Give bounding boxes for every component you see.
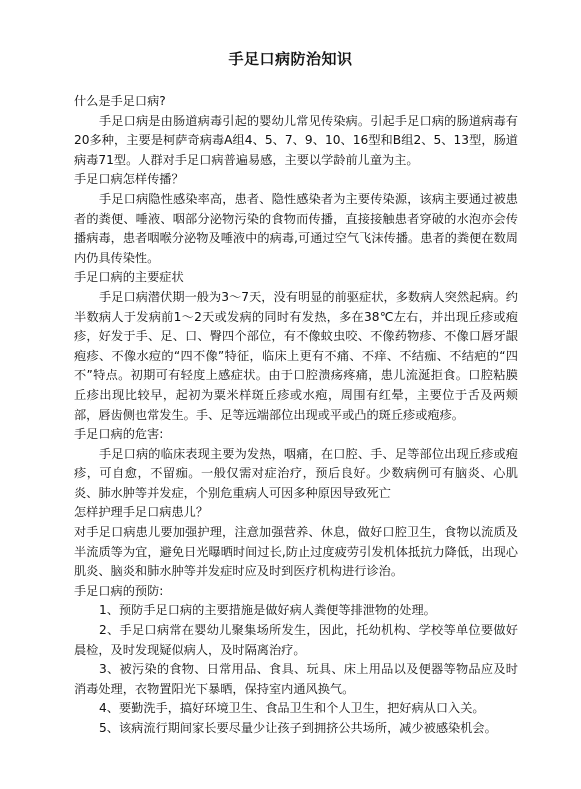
paragraph-symptoms: 手足口病潜伏期一般为3～7天，没有明显的前驱症状，多数病人突然起病。约半数病人于发病前1～2天或发病的同时有发热，多在38℃左右，并出现丘疹或疱疹，好发于手、足、口、臀四个部位，有不像蚊虫咬、不像药物疹、不像口唇牙龈疱疹、不像水痘的“四不像”特征，临床上更有不痛、不痒、不结痂、不结疤的“四不”特点。初期可有轻度上感症状。由于口腔溃疡疼痛，患儿流涎拒食。口腔粘膜丘疹出现比较早，起初为粟米样斑丘疹或水疱，周围有红晕，主要位于舌及两颊部，唇齿侧也常发生。手、足等远端部位出现或平或凸的斑丘疹或疱疹。 bbox=[74, 289, 518, 422]
section-heading-symptoms: 手足口病的主要症状 bbox=[74, 270, 184, 285]
paragraph-care: 对手足口病患儿要加强护理，注意加强营养、休息，做好口腔卫生，食物以流质及半流质等为宜，避免日光曝晒时间过长,防止过度疲劳引发机体抵抗力降低，出现心肌炎、脑炎和肺水肿等并发症时应及时到医疗机构进行诊治。 bbox=[74, 525, 518, 579]
document-body bbox=[74, 92, 518, 739]
prevention-item-2: 2、手足口病常在婴幼儿聚集场所发生，因此，托幼机构、学校等单位要做好晨检，及时发现疑似病人，及时隔离治疗。 bbox=[74, 623, 518, 657]
prevention-item-1: 1、预防手足口病的主要措施是做好病人粪便等排泄物的处理。 bbox=[99, 603, 436, 618]
section-heading-transmission: 手足口病怎样传播？ bbox=[74, 172, 184, 187]
document-title: 手足口病防治知识 bbox=[228, 50, 353, 68]
paragraph-what-is: 手足口病是由肠道病毒引起的婴幼儿常见传染病。引起手足口病的肠道病毒有20多种，主要是柯萨奇病毒A组4、5、7、9、10、16型和B组2、5、13型，肠道病毒71型。人群对手足口病普遍易感，主要以学龄前儿童为主。 bbox=[74, 113, 518, 167]
section-heading-prevention: 手足口病的预防: bbox=[74, 583, 164, 598]
section-heading-what-is: 什么是手足口病? bbox=[74, 94, 166, 108]
section-heading-harm: 手足口病的危害: bbox=[74, 427, 164, 442]
prevention-item-5: 5、该病流行期间家长要尽量少让孩子到拥挤公共场所，减少被感染机会。 bbox=[99, 721, 497, 735]
prevention-item-4: 4、要勤洗手，搞好环境卫生、食品卫生和个人卫生，把好病从口入关。 bbox=[99, 701, 485, 716]
section-heading-care: 怎样护理手足口病患儿？ bbox=[74, 505, 209, 520]
paragraph-transmission: 手足口病隐性感染率高，患者、隐性感染者为主要传染源，该病主要通过被患者的粪便、唾液、咽部分泌物污染的食物而传播，直接接触患者穿破的水泡亦会传播病毒，患者咽喉分泌物及唾液中的病毒,可通过空气飞沫传播。患者的粪便在数周内仍具传染性。 bbox=[74, 191, 518, 265]
paragraph-harm: 手足口病的临床表现主要为发热，咽痛，在口腔、手、足等部位出现丘疹或疱疹，可自愈，不留痂。一般仅需对症治疗，预后良好。少数病例可有脑炎、心肌炎、肺水肿等并发症，个别危重病人可因多种原因导致死亡 bbox=[74, 446, 518, 500]
prevention-item-3: 3、被污染的食物、日常用品、食具、玩具、床上用品以及便器等物品应及时消毒处理，衣物置阳光下暴晒，保持室内通风换气。 bbox=[74, 662, 518, 696]
